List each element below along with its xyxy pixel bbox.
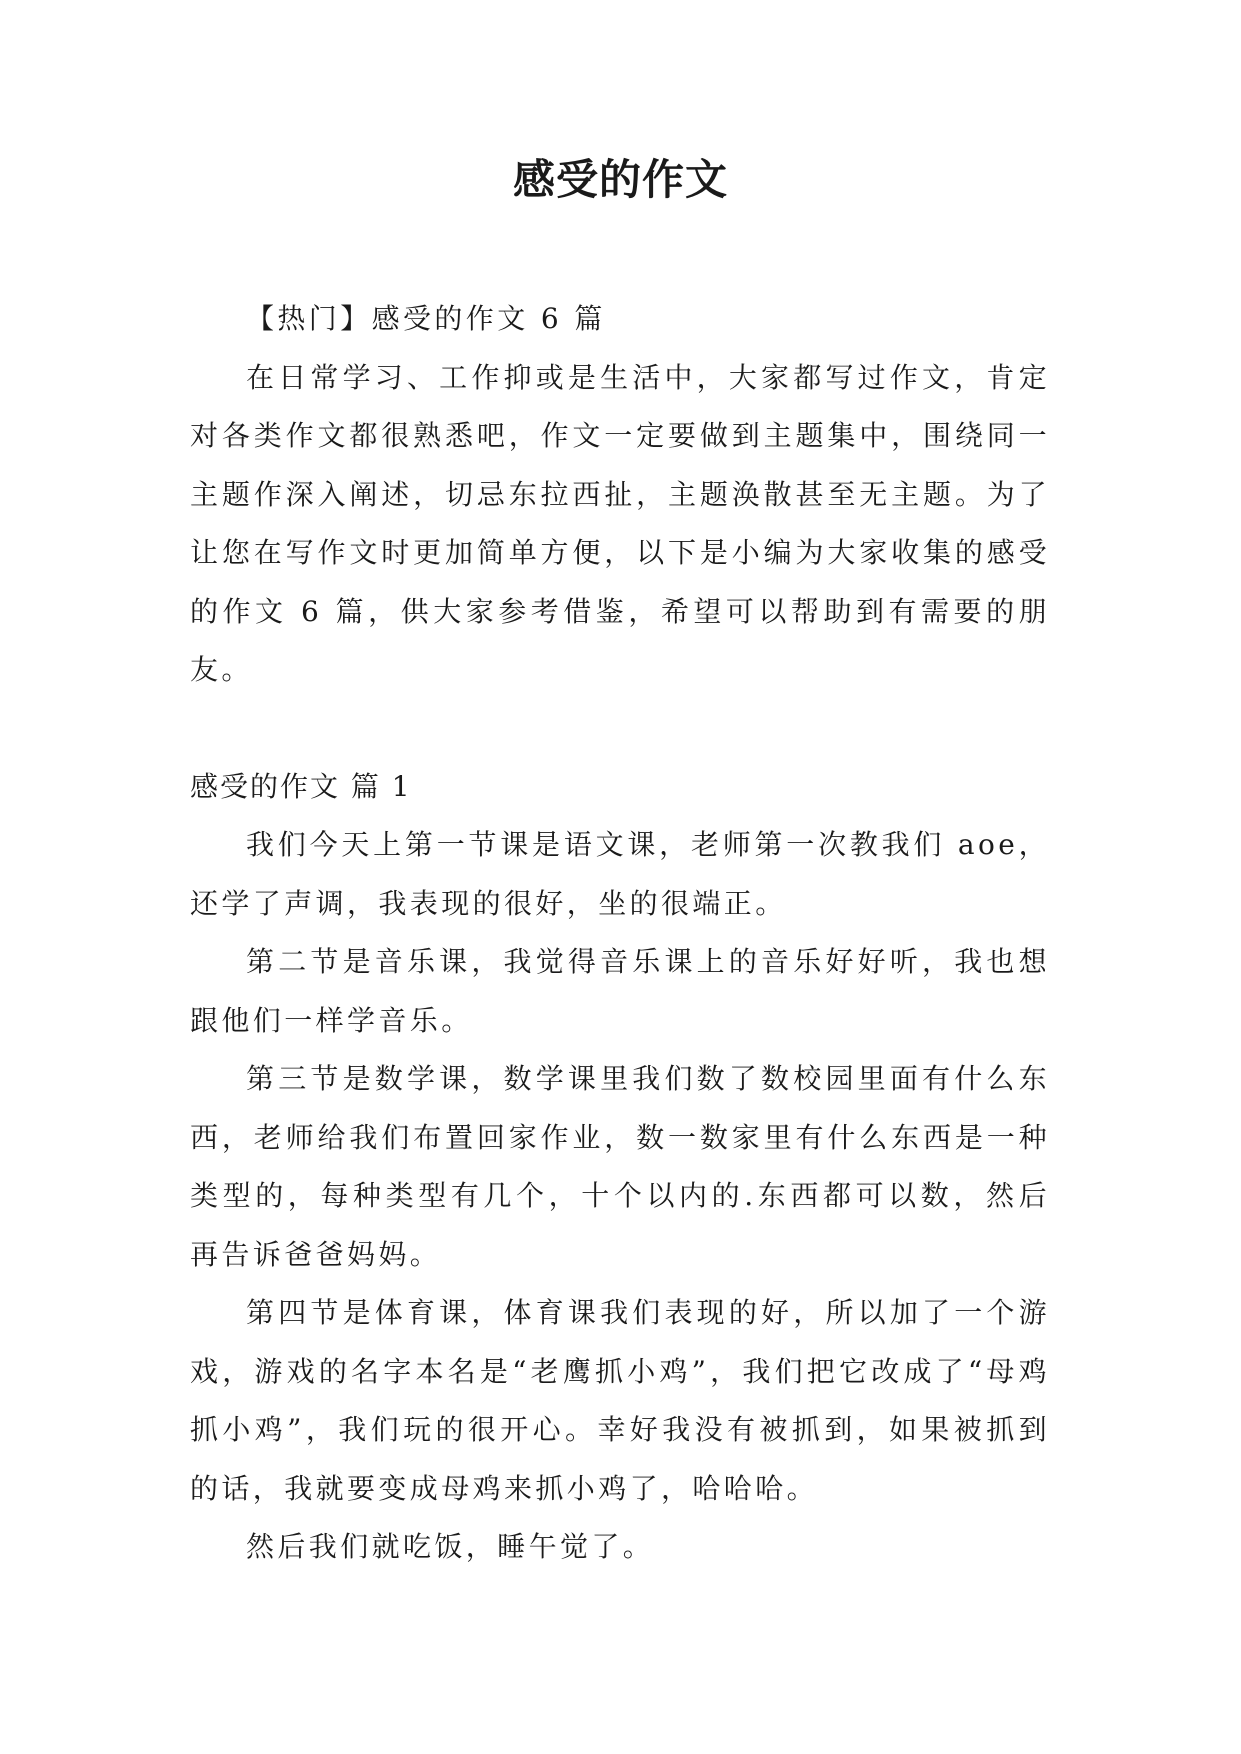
- body-paragraph: 我们今天上第一节课是语文课，老师第一次教我们 aoe，还学了声调，我表现的很好，坐的很端正。: [190, 828, 1050, 920]
- intro-paragraph: 在日常学习、工作抑或是生活中，大家都写过作文，肯定对各类作文都很熟悉吧，作文一定要做到主题集中，围绕同一主题作深入阐述，切忌东拉西扯，主题涣散甚至无主题。为了让您在写作文时更加简单方便，以下是小编为大家收集的感受的作文 6 篇，供大家参考借鉴，希望可以帮助到有需要的朋友。: [190, 360, 1050, 686]
- section-spacer: [190, 700, 1050, 758]
- document-title: 感受的作文: [512, 155, 728, 204]
- body-paragraph: 然后我们就吃饭，睡午觉了。: [246, 1530, 655, 1563]
- body-paragraph: 第二节是音乐课，我觉得音乐课上的音乐好好听，我也想跟他们一样学音乐。: [190, 945, 1050, 1037]
- document-subtitle: 【热门】感受的作文 6 篇: [246, 302, 606, 335]
- body-paragraph: 第三节是数学课，数学课里我们数了数校园里面有什么东西，老师给我们布置回家作业，数一数家里有什么东西是一种类型的，每种类型有几个，十个以内的.东西都可以数，然后再告诉爸爸妈妈。: [190, 1062, 1050, 1271]
- document-body: [190, 290, 1050, 1577]
- body-paragraph: 第四节是体育课，体育课我们表现的好，所以加了一个游戏，游戏的名字本名是“老鹰抓小鸡”，我们把它改成了“母鸡抓小鸡”，我们玩的很开心。幸好我没有被抓到，如果被抓到的话，我就要变成母鸡来抓小鸡了，哈哈哈。: [190, 1296, 1050, 1505]
- section-heading: 感受的作文 篇 1: [190, 769, 412, 803]
